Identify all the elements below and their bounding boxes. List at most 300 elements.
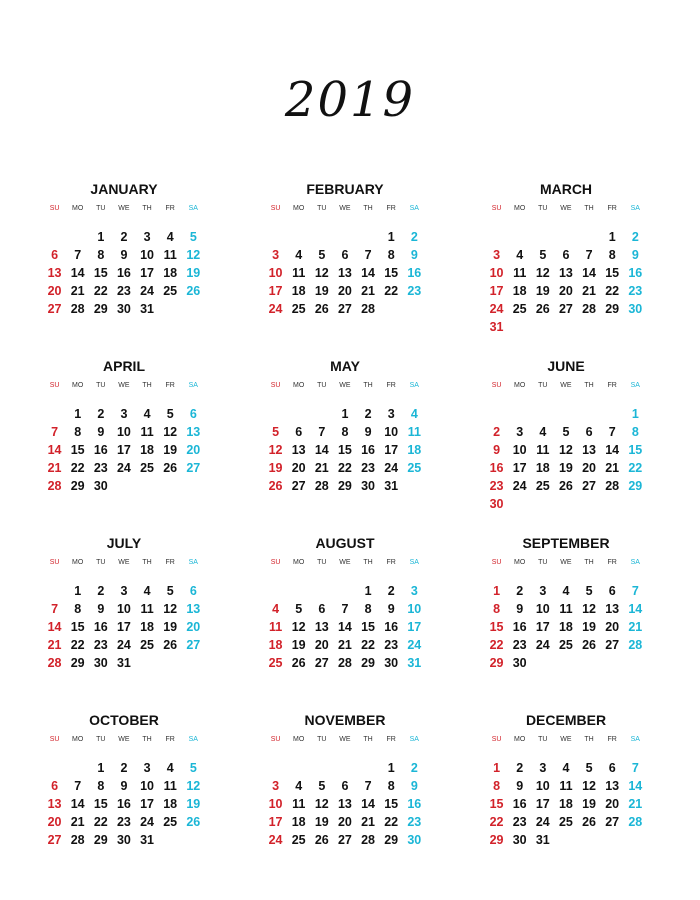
week-row (485, 423, 647, 441)
empty-day-cell (287, 405, 310, 423)
weekday-label: FR (607, 559, 617, 566)
day-cell: 26 (582, 638, 597, 652)
empty-day-cell (380, 300, 403, 318)
day-cell: 25 (558, 815, 573, 829)
weekday-label: SA (409, 736, 419, 743)
day-cell: 10 (535, 602, 550, 616)
week-row (485, 813, 647, 831)
week-row (43, 477, 205, 495)
day-cell: 15 (70, 620, 85, 634)
weekday-label: TH (584, 736, 594, 743)
day-cell: 13 (605, 602, 620, 616)
weekday-label: SA (188, 205, 198, 212)
weekday-label: SU (270, 736, 281, 743)
day-cell: 13 (605, 779, 620, 793)
day-cell: 19 (558, 461, 573, 475)
day-cell: 23 (407, 815, 422, 829)
month-name: FEBRUARY (306, 181, 384, 197)
empty-day-cell (578, 228, 601, 246)
day-cell: 14 (70, 797, 85, 811)
day-cell: 11 (163, 779, 177, 793)
day-cell: 12 (582, 602, 597, 616)
empty-day-cell (624, 831, 647, 849)
day-cell: 24 (140, 815, 155, 829)
day-cell: 4 (562, 584, 570, 598)
day-cell: 16 (116, 797, 131, 811)
day-cell: 10 (512, 443, 527, 457)
day-cell: 1 (74, 584, 82, 598)
day-cell: 29 (93, 302, 108, 316)
day-cell: 20 (337, 815, 352, 829)
day-cell: 7 (74, 779, 82, 793)
empty-day-cell (333, 582, 356, 600)
empty-day-cell (485, 228, 508, 246)
day-cell: 12 (314, 266, 329, 280)
day-cell: 30 (628, 302, 643, 316)
empty-day-cell (624, 318, 647, 336)
day-cell: 23 (512, 815, 527, 829)
empty-day-cell (264, 405, 287, 423)
day-cell: 5 (189, 230, 197, 244)
day-cell: 18 (535, 461, 550, 475)
day-cell: 3 (410, 584, 418, 598)
weekday-label: SU (491, 205, 502, 212)
day-cell: 3 (143, 761, 151, 775)
day-cell: 30 (116, 833, 131, 847)
day-cell: 8 (97, 248, 105, 262)
weekday-label: TH (363, 382, 373, 389)
day-cell: 25 (558, 638, 573, 652)
weekday-label: SA (630, 736, 640, 743)
day-cell: 22 (93, 284, 108, 298)
month-may (264, 355, 426, 532)
week-row (264, 282, 426, 300)
day-cell: 20 (186, 443, 201, 457)
weekday-label: MO (293, 382, 305, 389)
month-january (43, 178, 205, 355)
weekday-label: SU (49, 382, 60, 389)
day-cell: 14 (70, 266, 85, 280)
day-cell: 25 (291, 302, 306, 316)
weekday-label: SA (409, 205, 419, 212)
day-cell: 3 (143, 230, 151, 244)
day-cell: 21 (70, 284, 85, 298)
day-cell: 21 (47, 638, 62, 652)
day-cell: 30 (361, 479, 376, 493)
day-cell: 22 (628, 461, 643, 475)
empty-day-cell (601, 495, 624, 513)
day-cell: 9 (364, 425, 372, 439)
day-cell: 4 (272, 602, 280, 616)
day-cell: 4 (516, 248, 524, 262)
day-cell: 31 (407, 656, 422, 670)
day-cell: 30 (512, 833, 527, 847)
day-cell: 2 (410, 761, 418, 775)
day-cell: 31 (384, 479, 399, 493)
day-cell: 27 (47, 302, 62, 316)
day-cell: 17 (268, 815, 283, 829)
day-cell: 29 (489, 656, 504, 670)
weekday-label: TH (142, 382, 152, 389)
day-cell: 13 (291, 443, 306, 457)
day-cell: 29 (93, 833, 108, 847)
day-cell: 19 (291, 638, 306, 652)
day-cell: 5 (585, 761, 593, 775)
day-cell: 10 (116, 425, 131, 439)
day-cell: 7 (364, 779, 372, 793)
day-cell: 17 (116, 443, 131, 457)
empty-day-cell (43, 405, 66, 423)
week-row (43, 459, 205, 477)
day-cell: 28 (361, 833, 376, 847)
day-cell: 8 (493, 602, 501, 616)
week-row (485, 318, 647, 336)
day-cell: 26 (291, 656, 306, 670)
day-cell: 18 (407, 443, 422, 457)
month-name: JUNE (547, 358, 585, 374)
weekday-label: WE (118, 559, 130, 566)
day-cell: 19 (186, 266, 201, 280)
weekday-label: WE (339, 736, 351, 743)
day-cell: 14 (337, 620, 352, 634)
empty-day-cell (357, 228, 380, 246)
day-cell: 18 (140, 443, 155, 457)
day-cell: 21 (337, 638, 352, 652)
day-cell: 8 (74, 425, 82, 439)
day-cell: 10 (268, 266, 283, 280)
week-row (485, 777, 647, 795)
day-cell: 26 (163, 461, 178, 475)
weekday-label: SA (630, 559, 640, 566)
day-cell: 26 (314, 833, 329, 847)
day-cell: 17 (489, 284, 504, 298)
empty-day-cell (264, 759, 287, 777)
day-cell: 26 (186, 815, 201, 829)
month-name: APRIL (103, 358, 145, 374)
week-row (264, 477, 426, 495)
empty-day-cell (601, 405, 624, 423)
empty-day-cell (159, 654, 182, 672)
day-cell: 28 (47, 479, 62, 493)
day-cell: 7 (74, 248, 82, 262)
empty-day-cell (601, 831, 624, 849)
day-cell: 24 (140, 284, 155, 298)
weekday-label: TH (363, 736, 373, 743)
day-cell: 16 (93, 443, 108, 457)
weekday-label: TH (142, 736, 152, 743)
weekday-label: TU (317, 382, 327, 389)
day-cell: 31 (489, 320, 504, 334)
day-cell: 8 (341, 425, 349, 439)
week-row (485, 246, 647, 264)
day-cell: 3 (120, 584, 128, 598)
day-cell: 22 (93, 815, 108, 829)
week-row (264, 795, 426, 813)
day-cell: 15 (489, 620, 504, 634)
day-cell: 4 (143, 584, 151, 598)
day-cell: 9 (493, 443, 501, 457)
weekday-label: MO (72, 736, 84, 743)
weekday-header (264, 379, 426, 393)
empty-day-cell (43, 582, 66, 600)
weekday-header (264, 733, 426, 747)
day-cell: 7 (631, 584, 639, 598)
day-cell: 6 (562, 248, 570, 262)
week-row (43, 582, 205, 600)
day-cell: 14 (361, 266, 376, 280)
day-cell: 26 (558, 479, 573, 493)
day-cell: 27 (186, 638, 201, 652)
week-row (485, 405, 647, 423)
week-row (485, 759, 647, 777)
day-cell: 5 (318, 248, 326, 262)
day-cell: 18 (163, 266, 178, 280)
day-cell: 17 (535, 797, 550, 811)
weekday-label: FR (386, 736, 396, 743)
weekday-label: SU (491, 559, 502, 566)
weekday-label: FR (165, 736, 175, 743)
day-cell: 4 (562, 761, 570, 775)
empty-day-cell (624, 654, 647, 672)
empty-day-cell (310, 228, 333, 246)
day-cell: 9 (631, 248, 639, 262)
day-cell: 28 (628, 638, 643, 652)
day-cell: 11 (559, 602, 573, 616)
week-row (264, 459, 426, 477)
day-cell: 12 (163, 602, 178, 616)
day-cell: 16 (384, 620, 399, 634)
weekday-label: SU (49, 205, 60, 212)
day-cell: 18 (163, 797, 178, 811)
empty-day-cell (43, 759, 66, 777)
day-cell: 12 (163, 425, 178, 439)
empty-day-cell (136, 654, 159, 672)
weekday-label: WE (118, 736, 130, 743)
weekday-label: SA (188, 382, 198, 389)
day-cell: 6 (318, 602, 326, 616)
empty-day-cell (554, 654, 577, 672)
weekday-label: SA (188, 559, 198, 566)
day-cell: 26 (314, 302, 329, 316)
month-february (264, 178, 426, 355)
day-cell: 16 (512, 620, 527, 634)
day-cell: 24 (535, 638, 550, 652)
day-cell: 27 (186, 461, 201, 475)
day-cell: 25 (140, 461, 155, 475)
month-name: JULY (106, 535, 142, 551)
day-cell: 28 (337, 656, 352, 670)
day-cell: 25 (268, 656, 283, 670)
empty-day-cell (66, 228, 89, 246)
week-row (485, 795, 647, 813)
day-cell: 24 (535, 815, 550, 829)
day-cell: 4 (295, 779, 303, 793)
day-cell: 2 (120, 230, 128, 244)
day-cell: 6 (608, 761, 616, 775)
day-cell: 7 (585, 248, 593, 262)
empty-day-cell (159, 831, 182, 849)
day-cell: 10 (140, 248, 155, 262)
empty-day-cell (403, 300, 426, 318)
empty-day-cell (531, 654, 554, 672)
day-cell: 25 (512, 302, 527, 316)
day-cell: 8 (97, 779, 105, 793)
empty-day-cell (578, 318, 601, 336)
weekday-label: TH (142, 559, 152, 566)
day-cell: 6 (585, 425, 593, 439)
empty-day-cell (531, 495, 554, 513)
week-row (43, 405, 205, 423)
weekday-label: WE (339, 205, 351, 212)
day-cell: 20 (605, 797, 620, 811)
empty-day-cell (554, 495, 577, 513)
day-cell: 24 (268, 302, 283, 316)
day-cell: 2 (516, 761, 524, 775)
weekday-label: TU (538, 382, 548, 389)
day-cell: 27 (558, 302, 573, 316)
week-row (485, 441, 647, 459)
week-row (264, 831, 426, 849)
day-cell: 22 (384, 815, 399, 829)
day-cell: 13 (558, 266, 573, 280)
day-cell: 17 (384, 443, 399, 457)
weekday-label: MO (514, 559, 526, 566)
weekday-header (485, 379, 647, 393)
day-cell: 8 (387, 248, 395, 262)
weekday-label: FR (386, 382, 396, 389)
empty-day-cell (287, 759, 310, 777)
day-cell: 22 (489, 815, 504, 829)
empty-day-cell (624, 495, 647, 513)
week-row (264, 264, 426, 282)
day-cell: 29 (337, 479, 352, 493)
empty-day-cell (310, 759, 333, 777)
empty-day-cell (578, 831, 601, 849)
week-row (43, 777, 205, 795)
day-cell: 11 (513, 266, 527, 280)
month-march (485, 178, 647, 355)
day-cell: 5 (272, 425, 280, 439)
weekday-label: TH (584, 559, 594, 566)
empty-day-cell (554, 318, 577, 336)
day-cell: 26 (163, 638, 178, 652)
week-row (264, 636, 426, 654)
day-cell: 26 (535, 302, 550, 316)
day-cell: 18 (558, 620, 573, 634)
day-cell: 27 (314, 656, 329, 670)
day-cell: 22 (361, 638, 376, 652)
weekday-label: TH (363, 559, 373, 566)
day-cell: 30 (384, 656, 399, 670)
day-cell: 23 (116, 815, 131, 829)
week-row (485, 831, 647, 849)
weekday-label: TH (584, 382, 594, 389)
day-cell: 1 (387, 761, 395, 775)
weekday-header (43, 733, 205, 747)
day-cell: 6 (295, 425, 303, 439)
weekday-label: FR (165, 205, 175, 212)
weekday-label: SU (49, 736, 60, 743)
week-row (43, 228, 205, 246)
day-cell: 2 (493, 425, 501, 439)
week-row (43, 600, 205, 618)
day-cell: 12 (582, 779, 597, 793)
weekday-label: MO (72, 559, 84, 566)
day-cell: 27 (605, 638, 620, 652)
day-cell: 21 (582, 284, 597, 298)
day-cell: 12 (186, 248, 201, 262)
day-cell: 11 (140, 602, 154, 616)
week-row (485, 636, 647, 654)
day-cell: 14 (47, 620, 62, 634)
day-cell: 3 (539, 761, 547, 775)
day-cell: 1 (74, 407, 82, 421)
weekday-label: MO (514, 205, 526, 212)
empty-day-cell (333, 228, 356, 246)
day-cell: 15 (489, 797, 504, 811)
empty-day-cell (43, 228, 66, 246)
day-cell: 1 (493, 584, 501, 598)
day-cell: 5 (166, 407, 174, 421)
day-cell: 23 (489, 479, 504, 493)
day-cell: 5 (539, 248, 547, 262)
day-cell: 8 (631, 425, 639, 439)
day-cell: 6 (189, 584, 197, 598)
day-cell: 5 (318, 779, 326, 793)
day-cell: 2 (97, 407, 105, 421)
day-cell: 26 (186, 284, 201, 298)
empty-day-cell (531, 405, 554, 423)
day-cell: 3 (539, 584, 547, 598)
month-august (264, 532, 426, 709)
day-cell: 4 (143, 407, 151, 421)
day-cell: 27 (605, 815, 620, 829)
day-cell: 28 (47, 656, 62, 670)
day-cell: 23 (361, 461, 376, 475)
day-cell: 24 (384, 461, 399, 475)
day-cell: 7 (631, 761, 639, 775)
day-cell: 17 (268, 284, 283, 298)
day-cell: 27 (291, 479, 306, 493)
weekday-label: MO (72, 205, 84, 212)
week-row (43, 423, 205, 441)
day-cell: 11 (292, 797, 306, 811)
weekday-label: TH (584, 205, 594, 212)
day-cell: 19 (314, 284, 329, 298)
weekday-label: WE (339, 382, 351, 389)
week-row (43, 795, 205, 813)
day-cell: 2 (120, 761, 128, 775)
week-row (264, 246, 426, 264)
day-cell: 23 (628, 284, 643, 298)
day-cell: 11 (292, 266, 306, 280)
day-cell: 19 (314, 815, 329, 829)
day-cell: 3 (120, 407, 128, 421)
week-row (43, 300, 205, 318)
day-cell: 20 (582, 461, 597, 475)
day-cell: 13 (314, 620, 329, 634)
day-cell: 10 (535, 779, 550, 793)
month-september (485, 532, 647, 709)
month-name: SEPTEMBER (522, 535, 610, 551)
empty-day-cell (554, 228, 577, 246)
day-cell: 17 (116, 620, 131, 634)
months-grid (43, 178, 673, 886)
weekday-label: FR (607, 736, 617, 743)
day-cell: 16 (361, 443, 376, 457)
day-cell: 25 (535, 479, 550, 493)
empty-day-cell (485, 405, 508, 423)
